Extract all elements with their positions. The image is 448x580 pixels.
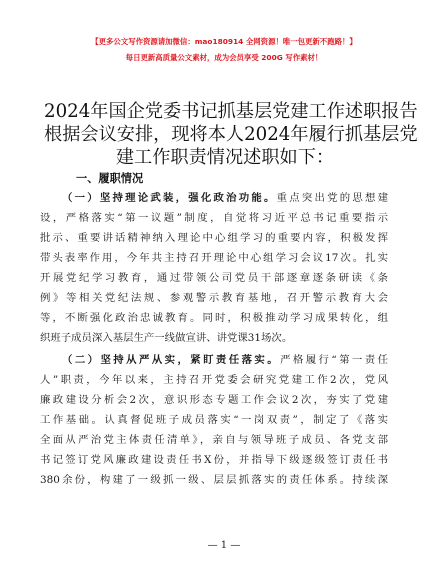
para1-first-rest: 重点突出党的思想建	[276, 192, 389, 204]
promo-banner-line-2: 每日更新高质量公文素材，成为会员享受 200G 写作素材！	[125, 53, 323, 62]
para2-line: 廉政建设分析会2次，意识形态专题工作会议2次，夯实了党建	[40, 394, 388, 406]
para1-line: 批示、重要讲话精神纳入理论中心组学习的重要内容，积极发挥	[40, 232, 388, 244]
para2-line: 书记签订党风廉政建设责任书X份，并指导下级逐级签订责任书	[40, 454, 388, 466]
para1-line-last: 织班子成员深入基层生产一线做宣讲、讲党课31场次。	[40, 332, 293, 344]
para2-first-line	[62, 350, 388, 370]
para2-line: 人”职责，今年以来，主持召开党委会研究党建工作2次，党风	[40, 374, 388, 386]
section-heading: 一、履职情况	[76, 172, 144, 185]
para1-line: 开展党纪学习教育，通过带领公司党员干部逐章逐条研读《条	[40, 272, 388, 284]
para1-line: 带头表率作用，今年共主持召开理论中心组学习会议17次。扎实	[40, 252, 388, 264]
title-line-2: 根据会议安排，现将本人2024年履行抓基层党	[44, 124, 418, 145]
para2-heading: （二）坚持从严从实，紧盯责任落实。	[62, 354, 281, 366]
title-line-3: 建工作职责情况述职如下：	[115, 147, 335, 168]
para2-line: 380余份，构建了一级抓一级、层层抓落实的责任体系。持续深	[40, 474, 388, 486]
para1-line: 例》等相关党纪法规、参观警示教育基地，召开警示教育大会	[40, 292, 388, 304]
para2-line: 全面从严治党主体责任清单》，亲自与领导班子成员、各党支部	[40, 434, 388, 446]
para1-line: 设，严格落实“第一议题”制度，自觉将习近平总书记重要指示	[40, 212, 388, 224]
para2-line: 工作基础。认真督促班子成员落实“一岗双责”，制定了《落实	[40, 414, 388, 426]
para1-heading: （一）坚持理论武装，强化政治功能。	[62, 192, 277, 204]
page-number: — 1 —	[207, 540, 241, 551]
para1-line: 等，不断强化政治忠诚教育。同时，积极推动学习成果转化，组	[40, 312, 388, 324]
para2-first-rest: 严格履行“第一责任	[280, 354, 389, 366]
title-line-1: 2024年国企党委书记抓基层党建工作述职报告	[44, 101, 418, 122]
para1-first-line	[62, 188, 388, 208]
promo-banner-line-1: 【更多公文写作资源请加微信：mao180914 全网资源！唯一包更新不跑路！】	[91, 37, 357, 46]
